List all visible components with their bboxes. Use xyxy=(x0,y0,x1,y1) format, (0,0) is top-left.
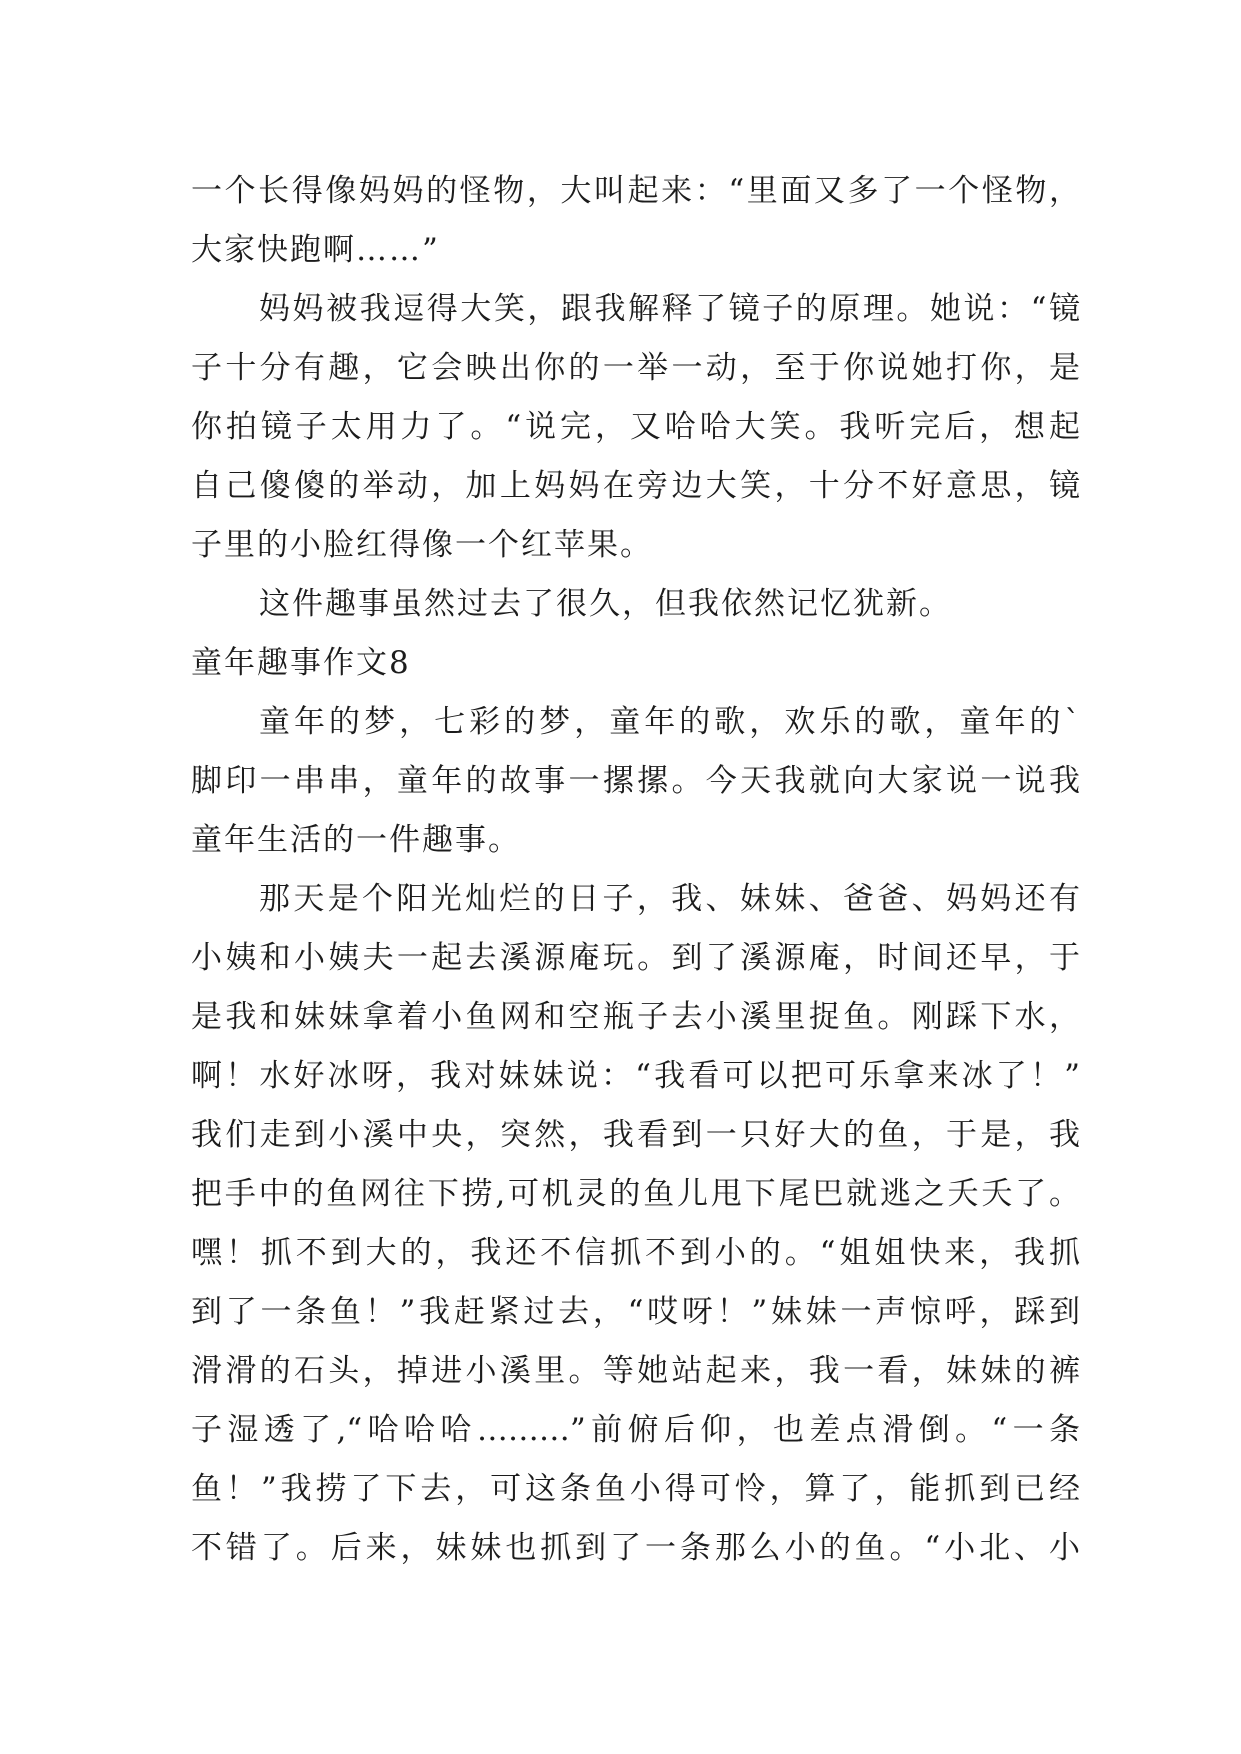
text-line: 鱼！”我捞了下去，可这条鱼小得可怜，算了，能抓到已经 xyxy=(191,1471,1080,1507)
text-line: 一个长得像妈妈的怪物，大叫起来：“里面又多了一个怪物， xyxy=(191,173,1080,209)
text-line: 我们走到小溪中央，突然，我看到一只好大的鱼，于是，我 xyxy=(191,1117,1080,1153)
text-line: 是我和妹妹拿着小鱼网和空瓶子去小溪里捉鱼。刚踩下水， xyxy=(191,999,1080,1035)
document-body xyxy=(191,162,1080,1578)
text-line: 子十分有趣，它会映出你的一举一动，至于你说她打你，是 xyxy=(191,350,1080,386)
text-line: 那天是个阳光灿烂的日子，我、妹妹、爸爸、妈妈还有 xyxy=(259,881,1080,917)
paragraph xyxy=(191,870,1080,1578)
text-line: 嘿！抓不到大的，我还不信抓不到小的。“姐姐快来，我抓 xyxy=(191,1235,1080,1271)
text-line: 子湿透了,“哈哈哈………”前俯后仰，也差点滑倒。“一条 xyxy=(191,1412,1080,1448)
text-line: 把手中的鱼网往下捞,可机灵的鱼儿甩下尾巴就逃之夭夭了。 xyxy=(191,1176,1080,1212)
text-line: 童年生活的一件趣事。 xyxy=(191,822,521,858)
text-line: 自己傻傻的举动，加上妈妈在旁边大笑，十分不好意思，镜 xyxy=(191,468,1080,504)
paragraph xyxy=(191,693,1080,870)
paragraph xyxy=(191,575,1080,634)
text-line: 子里的小脸红得像一个红苹果。 xyxy=(191,527,653,563)
text-line: 童年的梦，七彩的梦，童年的歌，欢乐的歌，童年的` xyxy=(259,704,1080,740)
text-line: 小姨和小姨夫一起去溪源庵玩。到了溪源庵，时间还早，于 xyxy=(191,940,1080,976)
text-line: 滑滑的石头，掉进小溪里。等她站起来，我一看，妹妹的裤 xyxy=(191,1353,1080,1389)
text-line: 这件趣事虽然过去了很久，但我依然记忆犹新。 xyxy=(259,586,952,622)
text-line: 不错了。后来，妹妹也抓到了一条那么小的鱼。“小北、小 xyxy=(191,1530,1080,1566)
paragraph xyxy=(191,280,1080,575)
text-line: 脚印一串串，童年的故事一摞摞。今天我就向大家说一说我 xyxy=(191,763,1080,799)
text-line: 啊！水好冰呀，我对妹妹说：“我看可以把可乐拿来冰了！” xyxy=(191,1058,1080,1094)
text-line: 你拍镜子太用力了。“说完，又哈哈大笑。我听完后，想起 xyxy=(191,409,1080,445)
paragraph-continued xyxy=(191,162,1080,280)
heading-text: 童年趣事作文8 xyxy=(191,645,411,681)
section-heading xyxy=(191,634,1080,693)
text-line: 大家快跑啊……” xyxy=(191,232,440,268)
text-line: 到了一条鱼！”我赶紧过去，“哎呀！”妹妹一声惊呼，踩到 xyxy=(191,1294,1080,1330)
text-line: 妈妈被我逗得大笑，跟我解释了镜子的原理。她说：“镜 xyxy=(259,291,1080,327)
